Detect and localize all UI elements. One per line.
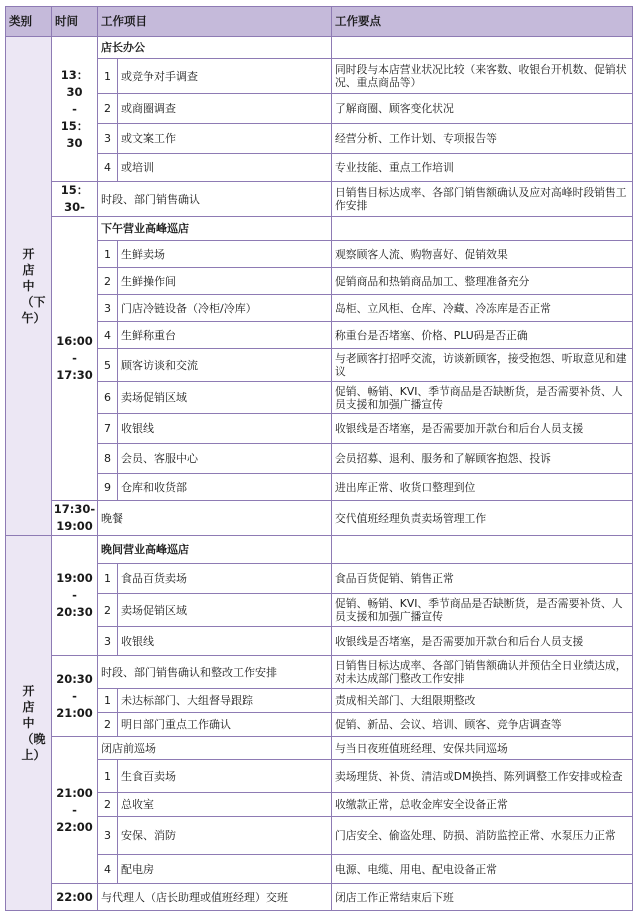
work-point: 专业技能、重点工作培训	[332, 154, 633, 182]
item-number: 3	[98, 295, 118, 322]
work-item: 食品百货卖场	[118, 564, 332, 594]
item-number: 1	[98, 241, 118, 268]
table-row	[5, 793, 633, 817]
work-item: 门店冷链设备（冷柜/冷库）	[118, 295, 332, 322]
table-row	[5, 760, 633, 793]
table-row	[5, 37, 633, 59]
work-item: 总收室	[118, 793, 332, 817]
work-item: 收银线	[118, 627, 332, 656]
item-number: 2	[98, 94, 118, 124]
item-number: 5	[98, 349, 118, 382]
work-item: 晚餐	[98, 501, 332, 536]
time-cell: 21:00 - 22:00	[52, 737, 98, 884]
item-number: 3	[98, 124, 118, 154]
table-row	[5, 124, 633, 154]
work-item: 仓库和收货部	[118, 474, 332, 501]
work-item: 或商圈调查	[118, 94, 332, 124]
table-row	[5, 737, 633, 760]
work-point: 卖场理货、补货、清洁或DM换挡、陈列调整工作安排或检查	[332, 760, 633, 793]
work-point: 与当日夜班值班经理、安保共同巡场	[332, 737, 633, 760]
work-point: 电源、电缆、用电、配电设备正常	[332, 855, 633, 884]
item-number: 4	[98, 154, 118, 182]
section-title: 晚间营业高峰巡店	[98, 536, 332, 564]
table-row	[5, 884, 633, 911]
table-row	[5, 268, 633, 295]
time-cell: 16:00 - 17:30	[52, 217, 98, 501]
work-point: 岛柜、立风柜、仓库、冷藏、冷冻库是否正常	[332, 295, 633, 322]
work-item: 或文案工作	[118, 124, 332, 154]
work-item: 安保、消防	[118, 817, 332, 855]
work-point: 日销售目标达成率、各部门销售额确认及应对高峰时段销售工作安排	[332, 182, 633, 217]
header-category: 类别	[5, 6, 52, 37]
work-point: 交代值班经理负责卖场管理工作	[332, 501, 633, 536]
work-point: 促销、新品、会议、培训、顾客、竞争店调查等	[332, 713, 633, 737]
table-row	[5, 501, 633, 536]
work-item: 会员、客服中心	[118, 444, 332, 474]
work-point: 食品百货促销、销售正常	[332, 564, 633, 594]
work-point: 促销、畅销、KVI、季节商品是否缺断货，是否需要补货、人员支援和加强广播宣传	[332, 382, 633, 414]
schedule-table	[5, 6, 633, 911]
table-row	[5, 59, 633, 94]
schedule-table-wrapper	[5, 6, 633, 911]
section-title: 下午营业高峰巡店	[98, 217, 332, 241]
work-item: 生鲜操作间	[118, 268, 332, 295]
item-number: 2	[98, 793, 118, 817]
table-row	[5, 627, 633, 656]
work-point: 进出库正常、收货口整理到位	[332, 474, 633, 501]
work-point: 观察顾客人流、购物喜好、促销效果	[332, 241, 633, 268]
work-item: 生食百卖场	[118, 760, 332, 793]
table-row	[5, 689, 633, 713]
item-number: 6	[98, 382, 118, 414]
time-cell: 20:30 - 21:00	[52, 656, 98, 737]
work-point: 门店安全、偷盗处理、防损、消防监控正常、水泵压力正常	[332, 817, 633, 855]
work-item	[332, 37, 633, 59]
time-cell: 17:30- 19:00	[52, 501, 98, 536]
table-row	[5, 536, 633, 564]
table-row	[5, 217, 633, 241]
work-item	[332, 536, 633, 564]
time-cell: 19:00 - 20:30	[52, 536, 98, 656]
item-number: 3	[98, 627, 118, 656]
table-row	[5, 322, 633, 349]
table-row	[5, 713, 633, 737]
work-point: 称重台是否堵塞、价格、PLU码是否正确	[332, 322, 633, 349]
table-row	[5, 382, 633, 414]
work-point: 责成相关部门、大组限期整改	[332, 689, 633, 713]
item-number: 2	[98, 594, 118, 627]
table-row	[5, 182, 633, 217]
table-row	[5, 94, 633, 124]
item-number: 3	[98, 817, 118, 855]
table-row	[5, 594, 633, 627]
category-afternoon: 开店中（下午）	[5, 37, 52, 536]
work-point: 闭店工作正常结束后下班	[332, 884, 633, 911]
work-item: 或培训	[118, 154, 332, 182]
work-point: 收银线是否堵塞，是否需要加开款台和后台人员支援	[332, 627, 633, 656]
table-row	[5, 474, 633, 501]
work-item: 时段、部门销售确认和整改工作安排	[98, 656, 332, 689]
item-number: 4	[98, 855, 118, 884]
table-row	[5, 414, 633, 444]
header-points: 工作要点	[332, 6, 633, 37]
work-point: 日销售目标达成率、各部门销售额确认并预估全日业绩达成，对未达成部门整改工作安排	[332, 656, 633, 689]
work-point: 经营分析、工作计划、专项报告等	[332, 124, 633, 154]
item-number: 1	[98, 689, 118, 713]
work-point: 同时段与本店营业状况比较（来客数、收银台开机数、促销状况、重点商品等）	[332, 59, 633, 94]
work-item: 与代理人（店长助理或值班经理）交班	[98, 884, 332, 911]
work-item: 明日部门重点工作确认	[118, 713, 332, 737]
time-cell: 15： 30-	[52, 182, 98, 217]
table-row	[5, 656, 633, 689]
header-item: 工作项目	[98, 6, 332, 37]
header-time: 时间	[52, 6, 98, 37]
work-item: 收银线	[118, 414, 332, 444]
table-row	[5, 564, 633, 594]
table-row	[5, 154, 633, 182]
work-point: 促销、畅销、KVI、季节商品是否缺断货，是否需要补货、人员支援和加强广播宣传	[332, 594, 633, 627]
item-number: 9	[98, 474, 118, 501]
item-number: 4	[98, 322, 118, 349]
item-number: 7	[98, 414, 118, 444]
table-row	[5, 349, 633, 382]
work-item: 生鲜称重台	[118, 322, 332, 349]
item-number: 1	[98, 59, 118, 94]
work-item: 生鲜卖场	[118, 241, 332, 268]
table-row	[5, 295, 633, 322]
time-cell: 13：30 - 15：30	[52, 37, 98, 182]
work-point: 促销商品和热销商品加工、整理准备充分	[332, 268, 633, 295]
section-title: 店长办公	[98, 37, 332, 59]
table-row	[5, 817, 633, 855]
table-row	[5, 444, 633, 474]
work-item: 卖场促销区域	[118, 594, 332, 627]
table-row	[5, 855, 633, 884]
item-number: 2	[98, 268, 118, 295]
work-point: 会员招募、退利、服务和了解顾客抱怨、投诉	[332, 444, 633, 474]
item-number: 2	[98, 713, 118, 737]
category-evening: 开店中（晚上）	[5, 536, 52, 911]
work-point: 收银线是否堵塞，是否需要加开款台和后台人员支援	[332, 414, 633, 444]
table-row	[5, 241, 633, 268]
work-item: 顾客访谈和交流	[118, 349, 332, 382]
work-item: 配电房	[118, 855, 332, 884]
item-number: 1	[98, 760, 118, 793]
item-number: 1	[98, 564, 118, 594]
section-title: 闭店前巡场	[98, 737, 332, 760]
work-item: 时段、部门销售确认	[98, 182, 332, 217]
time-cell: 22:00	[52, 884, 98, 911]
header-row	[5, 6, 633, 37]
item-number: 8	[98, 444, 118, 474]
work-item	[332, 217, 633, 241]
work-item: 卖场促销区域	[118, 382, 332, 414]
work-item: 未达标部门、大组督导跟踪	[118, 689, 332, 713]
work-point: 了解商圈、顾客变化状况	[332, 94, 633, 124]
work-point: 收缴款正常，总收金库安全设备正常	[332, 793, 633, 817]
work-item: 或竞争对手调查	[118, 59, 332, 94]
work-point: 与老顾客打招呼交流，访谈新顾客，接受抱怨、听取意见和建议	[332, 349, 633, 382]
